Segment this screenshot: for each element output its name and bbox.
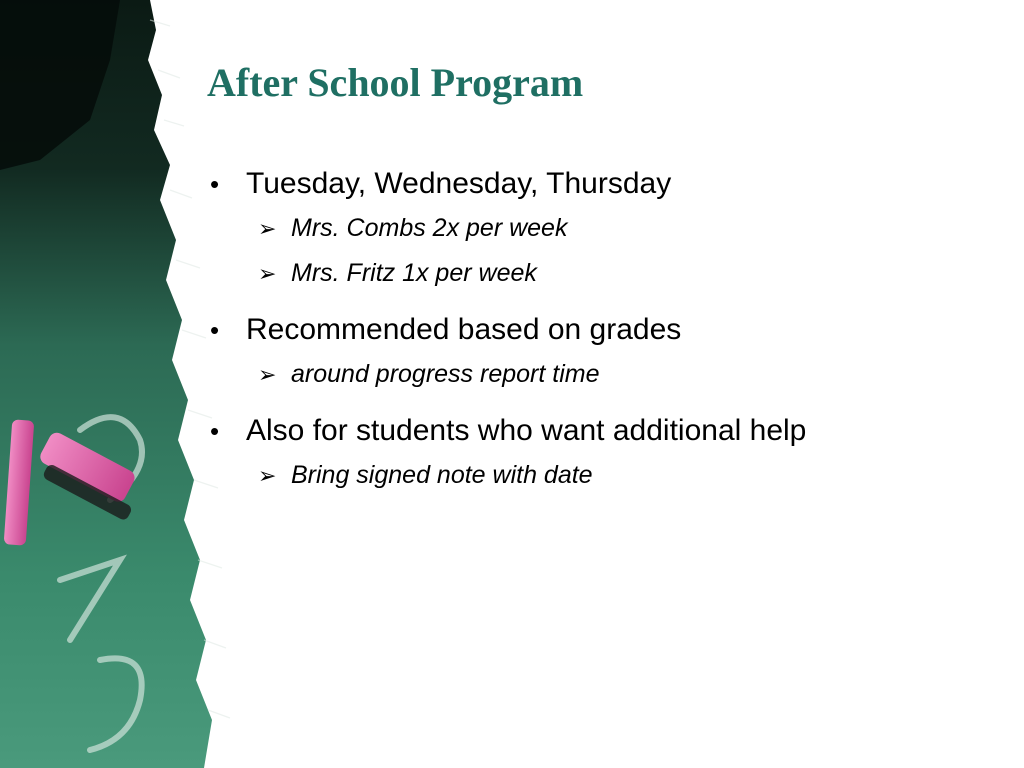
bullet-text: Tuesday, Wednesday, Thursday — [246, 167, 672, 200]
arrow-bullet-icon: ➢ — [258, 463, 277, 488]
sub-bullet-item — [258, 206, 1000, 251]
arrow-bullet-icon: ➢ — [258, 362, 277, 387]
bullet-icon: • — [210, 169, 220, 199]
bullet-icon: • — [210, 315, 220, 345]
bullet-text: Recommended based on grades — [246, 313, 682, 346]
sub-bullet-text: Mrs. Combs 2x per week — [291, 214, 568, 242]
bullet-item — [210, 310, 1000, 397]
bullet-text: Also for students who want additional help — [246, 414, 807, 447]
sub-bullet-text: Mrs. Fritz 1x per week — [291, 259, 537, 287]
sub-bullet-item — [258, 453, 1000, 498]
slide-title: After School Program — [207, 60, 584, 105]
arrow-bullet-icon: ➢ — [258, 216, 277, 241]
sub-bullet-item — [258, 251, 1000, 296]
sub-bullet-list — [210, 206, 1000, 296]
bullet-list — [210, 164, 1000, 512]
sub-bullet-text: around progress report time — [291, 360, 600, 388]
sub-bullet-list — [210, 453, 1000, 498]
arrow-bullet-icon: ➢ — [258, 261, 277, 286]
bullet-item — [210, 411, 1000, 498]
sub-bullet-item — [258, 352, 1000, 397]
sub-bullet-list — [210, 352, 1000, 397]
bullet-item — [210, 164, 1000, 296]
sub-bullet-text: Bring signed note with date — [291, 461, 593, 489]
bullet-icon: • — [210, 416, 220, 446]
